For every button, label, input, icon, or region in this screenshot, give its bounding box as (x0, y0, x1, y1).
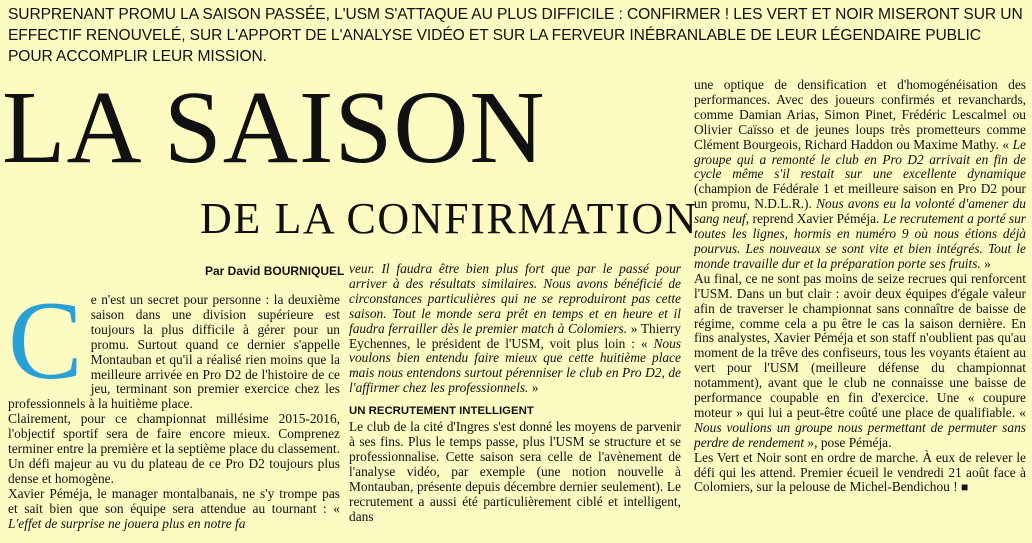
byline: Par David BOURNIQUEL (205, 264, 345, 278)
paragraph-text: Xavier Péméja, le manager montalbanais, ne s'y trompe pas et sait bien que son équipe sera attendue au tournant : « (8, 485, 340, 516)
paragraph-text: » Thierry Eychennes, le président de l'USM, voit plus loin : « (349, 320, 681, 351)
paragraph-text: Au final, ce ne sont pas moins de seize recrues qui renforcent l'USM. Dans un but clair : avoir deux équipes d'égale valeur afin de traverser le championnat sans connaître de baisse de régime, comme cela a pu être le cas la saison dernière. En fins analystes, Xavier Péméja et son staff n'oublient pas qu'au moment de la trêve des confiseurs, tous les voyants étaient au vert pour l'USM (meilleure défense du championnat notamment), avant que le club ne connaisse une baisse de performance coupable en fin d'exercice. Une « coupure moteur » qui lui a peut-être coûté une place de qualifiable. « (694, 270, 1026, 420)
quote-text: Nous voulions un groupe nous permettant de permuter sans perdre de rendement (694, 419, 1026, 450)
paragraph-text: » (531, 380, 539, 396)
article-column-3 (694, 78, 1026, 543)
paragraph (349, 420, 681, 524)
quote-text: L'effet de surprise ne jouera plus en notre fa (8, 515, 246, 531)
quote-text: Nous avons eu la volonté d'amener du sang neuf, (694, 196, 1026, 227)
section-subhead: UN RECRUTEMENT INTELLIGENT (349, 405, 534, 418)
article-subtitle: DE LA CONFIRMATION (200, 194, 699, 243)
paragraph-text: Le club de la cité d'Ingres s'est donné les moyens de parvenir à ses fins. Plus le temps passe, plus l'USM se structure et se professionnalise. Cette saison sera celle de l'avènement de l'analyse vidéo, par exemple (une notion nouvelle à Montauban, présente depuis décembre dernier seulement). Le recrutement a aussi été particulièrement ciblé et intelligent, dans (349, 419, 681, 524)
quote-text: Le recrutement a porté sur toutes les lignes, hormis en numéro 9 où nous étions déjà pourvus. Les nouveaux se sont vite et bien intégrés. Tout le monde travaille dur et la préparation porte ses fruits. (694, 211, 1026, 271)
paragraph (8, 487, 340, 532)
quote-text: Nous voulons bien entendu faire mieux que cette huitième place mais nous entendons surtout pérenniser le club en Pro D2, de l'affirmer chez les professionnels. (349, 335, 681, 396)
drop-cap: C (8, 293, 83, 403)
paragraph-text: » (984, 255, 991, 271)
paragraph-text: e n'est un secret pour personne : la deuxième saison dans une division supérieure est toujours la plus difficile à gérer pour un promu. Surtout quand ce dernier s'appelle Montauban et qu'il a réalisé rien moins que la meilleure arrivée en Pro D2 de l'histoire de ce jeu, terminant son premier exercice chez les professionnels à la huitième place. (8, 293, 340, 412)
paragraph-text: (champion de Fédérale 1 et meilleure saison en Pro D2 pour un promu, N.D.L.R.). (694, 181, 1026, 212)
end-mark: ■ (961, 480, 969, 495)
paragraph (349, 262, 681, 396)
paragraph (694, 272, 1026, 451)
article-intro: SURPRENANT PROMU LA SAISON PASSÉE, L'USM S'ATTAQUE AU PLUS DIFFICILE : CONFIRMER ! LES VERT ET NOIR MISERONT SUR UN EFFECTIF RENOUVELÉ, SUR L'APPORT DE L'ANALYSE VIDÉO ET SUR LA FERVEUR INÉBRANLABLE DE LEUR LÉGENDAIRE PUBLIC POUR ACCOMPLIR LEUR MISSION. (8, 6, 1023, 65)
paragraph-text: reprend Xavier Péméja. (752, 211, 880, 227)
paragraph (694, 78, 1026, 272)
article-title: LA SAISON (2, 70, 546, 185)
paragraph-text: », pose Péméja. (807, 434, 892, 450)
paragraph-text: Clairement, pour ce championnat millésime 2015-2016, l'objectif sportif sera de faire encore mieux. Comprenez terminer entre la première et la septième place du classement. Un défi majeur au vu du plateau de ce Pro D2 toujours plus dense et homogène. (8, 411, 340, 486)
article-column-1 (8, 293, 340, 543)
quote-text: Le groupe qui a remonté le club en Pro D2 arrivait en fin de cycle même s'il restait sur une excellente dynamique (694, 136, 1026, 182)
paragraph-text: une optique de densification et d'homogénéisation des performances. Avec des joueurs confirmés et revanchards, comme Damian Arias, Simon Pinet, Frédéric Lescalmel ou Olivier Caïsso et de jeunes loups très prometteurs comme Clément Bourgeois, Richard Haddon ou Maxime Mathy. « (694, 78, 1026, 152)
quote-text: veur. Il faudra être bien plus fort que par le passé pour arriver à des résultats similaires. Nous avons bénéficié de circonstances particulières qui ne se reproduiront pas cette saison. Tout le monde sera prêt en temps et en heure et il faudra ferrailler dès le premier match à Colomiers. (349, 262, 681, 336)
article-column-2 (349, 262, 681, 543)
paragraph (8, 412, 340, 487)
paragraph-text: Les Vert et Noir sont en ordre de marche. À eux de relever le défi qui les attend. Premier écueil le vendredi 21 août face à Colomiers, sur la pelouse de Michel-Bendichou ! (694, 449, 1026, 495)
paragraph (694, 451, 1026, 496)
